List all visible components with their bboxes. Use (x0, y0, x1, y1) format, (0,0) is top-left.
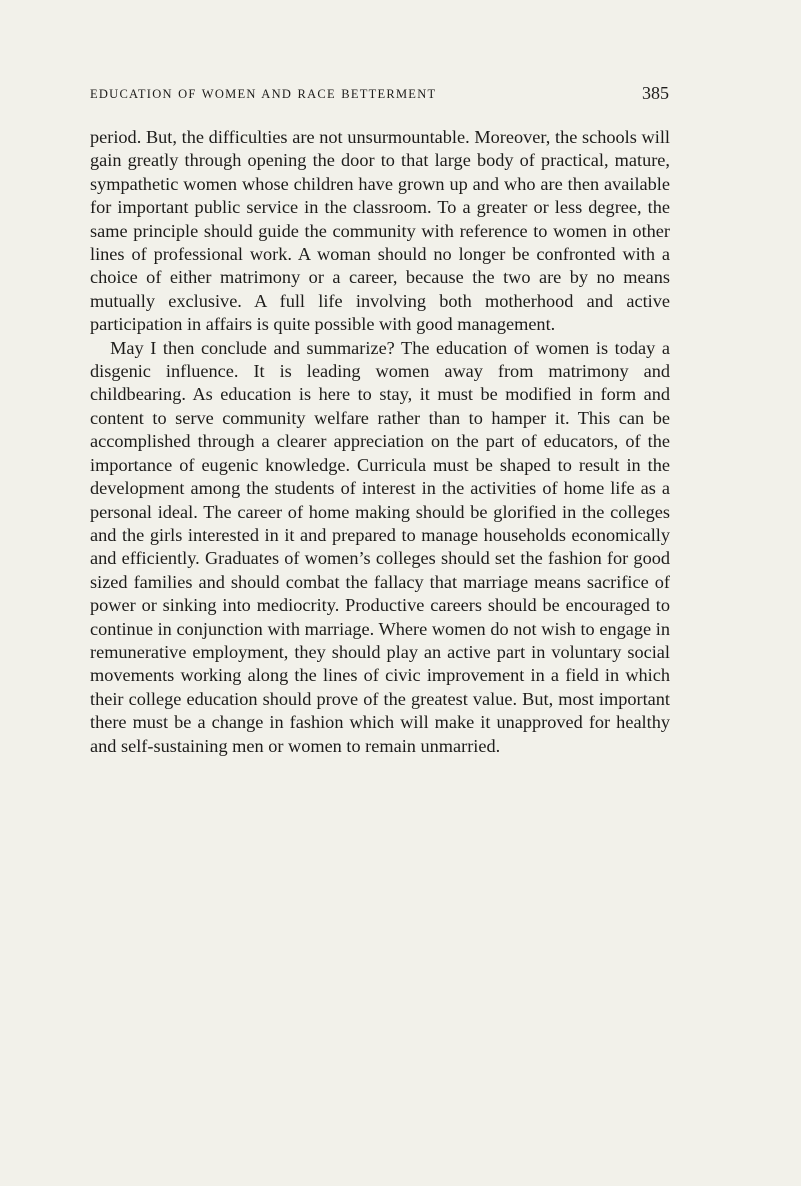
running-title: EDUCATION OF WOMEN AND RACE BETTERMENT (90, 87, 437, 101)
page-number: 385 (642, 83, 669, 103)
body-text (90, 126, 670, 758)
running-head (90, 83, 669, 105)
paragraph-2: May I then conclude and summarize? The education of women is today a disgenic influence. It is leading women away from matrimony and childbearing. As education is here to stay, it must be modified in form and content to serve community welfare rather than to hamper it. This can be accomplished through a clearer appreciation on the part of educators, of the importance of eugenic knowledge. Curricula must be shaped to result in the development among the students of interest in the activities of home life as a personal ideal. The career of home making should be glorified in the colleges and the girls interested in it and prepared to manage households economically and efficiently. Graduates of women’s colleges should set the fashion for good sized families and should combat the fallacy that marriage means sacrifice of power or sinking into mediocrity. Productive careers should be encouraged to continue in conjunction with marriage. Where women do not wish to engage in remunerative employment, they should play an active part in voluntary social movements working along the lines of civic improvement in a field in which their college education should prove of the greatest value. But, most important there must be a change in fashion which will make it unapproved for healthy and self-sustaining men or women to remain unmarried. (90, 337, 670, 756)
paragraph-1: period. But, the difficulties are not unsurmountable. Moreover, the schools will gain greatly through opening the door to that large body of practical, mature, sympathetic women whose children have grown up and who are then available for important public service in the classroom. To a greater or less degree, the same principle should guide the community with reference to women in other lines of professional work. A woman should no longer be confronted with a choice of either matrimony or a career, because the two are by no means mutually exclusive. A full life involving both motherhood and active participation in affairs is quite possible with good management. (90, 127, 670, 335)
